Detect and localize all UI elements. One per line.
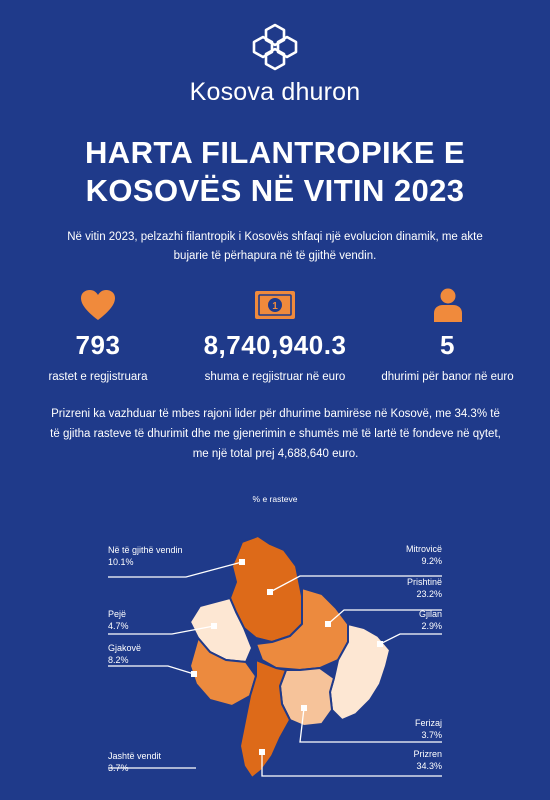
summary-text: Prizreni ka vazhduar të mbes rajoni lider për dhurime bamirëse në Kosovë, me 34.3% të të gjitha rasteve të dhurimit dhe me gjenerimin e shumës më të lartë të fondeve në qytet, me një total prej 4,688,640 euro. xyxy=(50,408,501,460)
banknote-icon-text: 1 xyxy=(272,301,278,312)
label-prizren xyxy=(362,748,442,772)
person-icon xyxy=(375,288,520,322)
title-line-2: KOSOVËS NË VITIN 2023 xyxy=(85,173,465,208)
label-nationwide-name: Në të gjithë vendin xyxy=(108,545,183,555)
label-mitrovica-pct: 9.2% xyxy=(421,556,442,566)
label-ferizaj-pct: 3.7% xyxy=(421,730,442,740)
stat-amount xyxy=(180,288,370,383)
label-nationwide xyxy=(108,544,183,568)
label-gjilan-name: Gjilan xyxy=(418,609,442,619)
label-gjilan-pct: 2.9% xyxy=(421,621,442,631)
label-gjakove-name: Gjakovë xyxy=(108,643,142,653)
label-peje-pct: 4.7% xyxy=(108,621,129,631)
stat-per-capita xyxy=(375,288,520,383)
banknote-icon xyxy=(180,288,370,322)
kosovo-map xyxy=(0,520,550,800)
stat-per-capita-label: dhurimi për banor në euro xyxy=(381,371,514,383)
label-peje xyxy=(108,608,129,632)
label-abroad-name: Jashtë vendit xyxy=(108,751,162,761)
heart-icon xyxy=(28,288,168,322)
title-line-1: HARTA FILANTROPIKE E xyxy=(85,135,465,170)
label-abroad xyxy=(108,750,161,774)
logo xyxy=(0,22,550,72)
label-gjilan xyxy=(362,608,442,632)
stat-amount-value: 8,740,940.3 xyxy=(203,330,347,360)
map-caption: % e rasteve xyxy=(252,494,298,504)
label-ferizaj-name: Ferizaj xyxy=(414,718,442,728)
label-abroad-pct: 3.7% xyxy=(108,763,129,773)
label-peje-name: Pejë xyxy=(108,609,127,619)
brand-name: Kosova dhuron xyxy=(189,78,361,106)
label-prizren-name: Prizren xyxy=(413,749,442,759)
page-title xyxy=(0,134,550,210)
label-mitrovica-name: Mitrovicë xyxy=(405,544,442,554)
stat-per-capita-value: 5 xyxy=(440,330,455,360)
stat-cases-label: rastet e regjistruara xyxy=(48,371,148,383)
label-prishtina-name: Prishtinë xyxy=(406,577,442,587)
logo-icon xyxy=(250,22,300,72)
stat-cases xyxy=(28,288,168,383)
stat-cases-value: 793 xyxy=(75,330,121,360)
label-gjakove-pct: 8.2% xyxy=(108,655,129,665)
label-nationwide-pct: 10.1% xyxy=(108,557,134,567)
label-gjakove xyxy=(108,642,141,666)
label-prishtina-pct: 23.2% xyxy=(416,589,442,599)
label-prishtina xyxy=(362,576,442,600)
label-prizren-pct: 34.3% xyxy=(416,761,442,771)
label-mitrovica xyxy=(362,543,442,567)
stat-amount-label: shuma e regjistruar në euro xyxy=(204,371,346,383)
label-ferizaj xyxy=(362,717,442,741)
intro-text: Në vitin 2023, pelzazhi filantropik i Kosovës shfaqi një evolucion dinamik, me akte bujarie të përhapura në të gjithë vendin. xyxy=(67,231,483,262)
